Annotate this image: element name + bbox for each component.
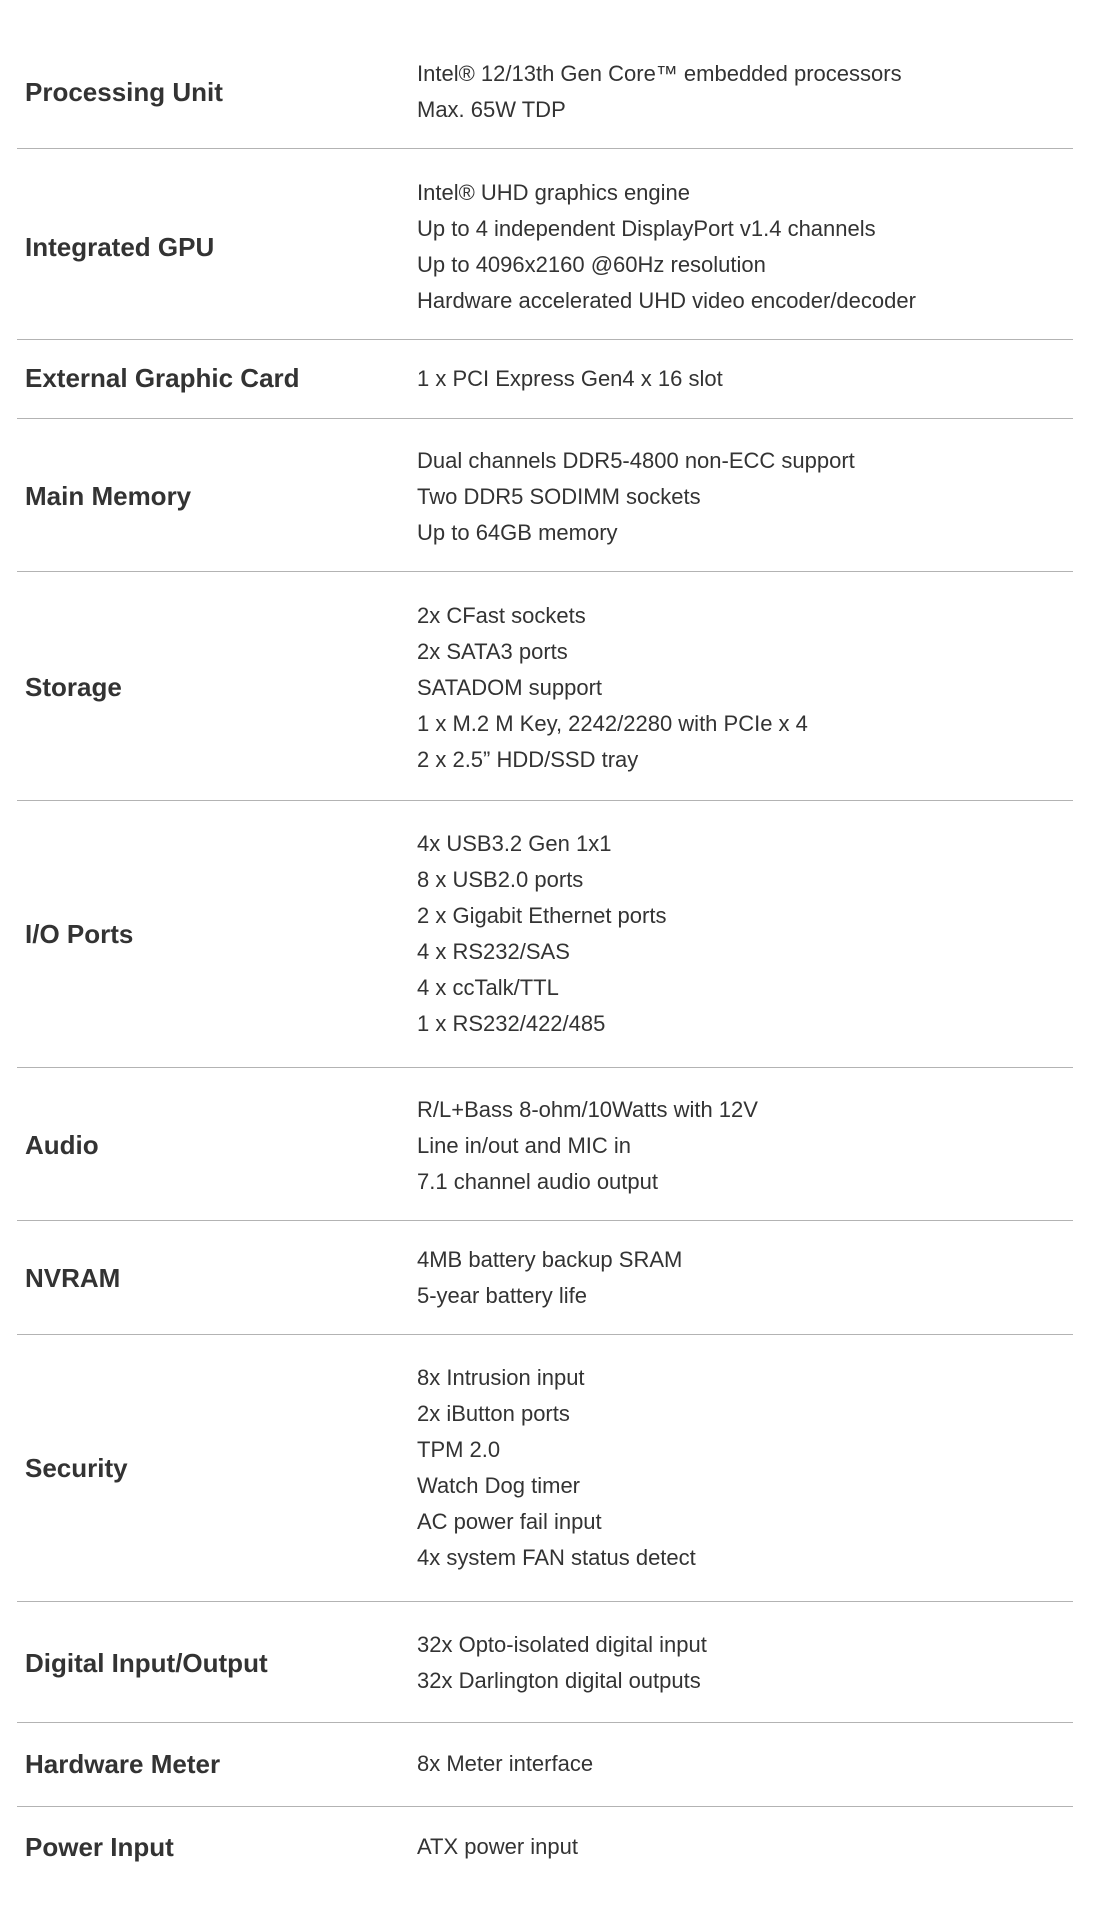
row-divider: [17, 1722, 1073, 1723]
spec-values: [417, 1358, 1067, 1578]
spec-value: Up to 64GB memory: [417, 519, 618, 545]
spec-label: Main Memory: [25, 481, 192, 511]
spec-values: [417, 350, 1067, 407]
spec-values: [417, 596, 1067, 779]
row-divider: [17, 148, 1073, 149]
spec-value: 8 x USB2.0 ports: [417, 867, 584, 892]
spec-row-processing-unit: [17, 42, 1073, 142]
spec-value: 4MB battery backup SRAM: [417, 1247, 683, 1272]
spec-values: [417, 1245, 1067, 1311]
spec-value: 4 x ccTalk/TTL: [417, 975, 559, 1000]
spec-value: 5-year battery life: [417, 1283, 587, 1308]
spec-value: 7.1 channel audio output: [417, 1168, 658, 1194]
row-divider: [17, 571, 1073, 572]
spec-row-hardware-meter: [17, 1735, 1073, 1793]
spec-value: Watch Dog timer: [417, 1473, 581, 1498]
spec-value: 8x Meter interface: [417, 1751, 594, 1776]
spec-label: Audio: [25, 1130, 99, 1160]
spec-value: 4x USB3.2 Gen 1x1: [417, 831, 612, 856]
spec-row-digital-io: [17, 1627, 1073, 1699]
spec-label: Security: [25, 1452, 128, 1483]
spec-row-io-ports: [17, 824, 1073, 1044]
spec-value: SATADOM support: [417, 674, 603, 700]
spec-value: 1 x M.2 M Key, 2242/2280 with PCIe x 4: [417, 710, 808, 736]
spec-label: Processing Unit: [25, 76, 223, 107]
row-divider: [17, 339, 1073, 340]
spec-value: 32x Opto-isolated digital input: [417, 1632, 707, 1657]
spec-label: External Graphic Card: [25, 363, 300, 393]
row-divider: [17, 1220, 1073, 1221]
spec-value: ATX power input: [417, 1834, 579, 1859]
spec-value: Two DDR5 SODIMM sockets: [417, 483, 701, 509]
spec-value: TPM 2.0: [417, 1437, 501, 1462]
spec-value: Intel® UHD graphics engine: [417, 180, 691, 205]
spec-values: [417, 172, 1067, 322]
spec-row-integrated-gpu: [17, 172, 1073, 322]
spec-value: Line in/out and MIC in: [417, 1132, 632, 1158]
spec-values: [417, 1092, 1067, 1199]
spec-values: [417, 1627, 1067, 1699]
spec-row-security: [17, 1358, 1073, 1578]
spec-value: 2 x 2.5” HDD/SSD tray: [417, 746, 639, 772]
spec-row-storage: [17, 596, 1073, 779]
spec-value: 4x system FAN status detect: [417, 1545, 696, 1570]
spec-value: AC power fail input: [417, 1509, 602, 1534]
row-divider: [17, 1334, 1073, 1335]
spec-row-audio: [17, 1092, 1073, 1199]
spec-values: [417, 443, 1067, 550]
spec-label: Hardware Meter: [25, 1748, 221, 1779]
spec-value: R/L+Bass 8-ohm/10Watts with 12V: [417, 1096, 758, 1122]
spec-label: NVRAM: [25, 1262, 121, 1293]
row-divider: [17, 1067, 1073, 1068]
spec-row-main-memory: [17, 443, 1073, 550]
row-divider: [17, 418, 1073, 419]
spec-value: Max. 65W TDP: [417, 97, 566, 122]
spec-value: Dual channels DDR5-4800 non-ECC support: [417, 447, 855, 473]
row-divider: [17, 1806, 1073, 1807]
spec-value: 4 x RS232/SAS: [417, 939, 570, 964]
spec-value: Up to 4096x2160 @60Hz resolution: [417, 252, 766, 277]
row-divider: [17, 1601, 1073, 1602]
row-divider: [17, 800, 1073, 801]
spec-label: I/O Ports: [25, 918, 134, 949]
spec-value: 2 x Gigabit Ethernet ports: [417, 903, 667, 928]
spec-label: Storage: [25, 672, 122, 702]
spec-row-nvram: [17, 1245, 1073, 1311]
spec-value: 1 x PCI Express Gen4 x 16 slot: [417, 365, 723, 391]
spec-value: 1 x RS232/422/485: [417, 1011, 606, 1036]
spec-value: 8x Intrusion input: [417, 1365, 585, 1390]
spec-values: [417, 1818, 1067, 1876]
spec-values: [417, 824, 1067, 1044]
spec-label: Digital Input/Output: [25, 1647, 268, 1678]
spec-value: 2x SATA3 ports: [417, 638, 568, 664]
spec-values: [417, 42, 1067, 142]
spec-values: [417, 1735, 1067, 1793]
spec-value: Intel® 12/13th Gen Core™ embedded processors: [417, 61, 902, 86]
spec-label: Integrated GPU: [25, 231, 215, 262]
spec-row-external-graphic-card: [17, 350, 1073, 407]
spec-value: Hardware accelerated UHD video encoder/decoder: [417, 288, 916, 313]
spec-row-power-input: [17, 1818, 1073, 1876]
spec-value: Up to 4 independent DisplayPort v1.4 channels: [417, 216, 876, 241]
spec-value: 2x CFast sockets: [417, 602, 586, 628]
spec-value: 32x Darlington digital outputs: [417, 1668, 701, 1693]
spec-label: Power Input: [25, 1831, 174, 1862]
spec-value: 2x iButton ports: [417, 1401, 570, 1426]
